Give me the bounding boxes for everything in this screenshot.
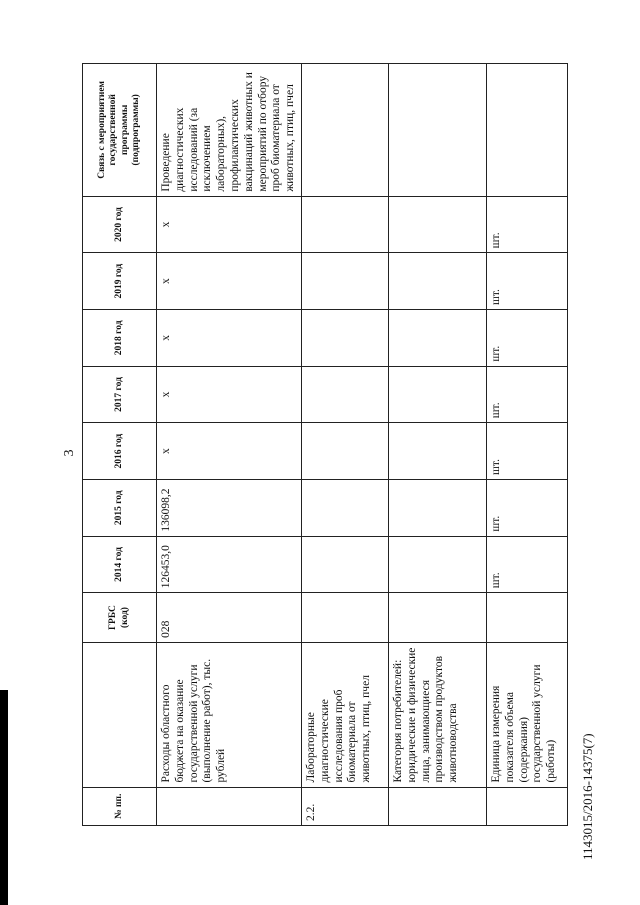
row-value-2015: шт. [486, 479, 567, 536]
services-table [82, 63, 568, 826]
row-value-2019 [388, 253, 486, 310]
header-name [83, 642, 157, 787]
row-value-2020 [388, 196, 486, 253]
row-value-2016: х [157, 423, 302, 480]
header-year-2019: 2019 год [83, 253, 157, 310]
header-program-link: Связь с мероприятием государственной программы (подпрограммы) [83, 64, 157, 197]
table-row [486, 64, 567, 826]
row-name: Лабораторные диагностические исследования проб биоматериала от животных, птиц, пчел [301, 642, 388, 787]
document-code: 1143015/2016-14375(7) [580, 733, 595, 860]
row-value-2019: шт. [486, 253, 567, 310]
row-value-2015 [388, 479, 486, 536]
row-name: Единица измерения показателя объема (содержания) государственной услуги (работы) [486, 642, 567, 787]
row-value-2020: х [157, 196, 302, 253]
row-value-2017 [301, 366, 388, 423]
row-num [486, 787, 567, 825]
table-row [388, 64, 486, 826]
row-value-2016 [388, 423, 486, 480]
row-name: Расходы областного бюджета на оказание государственной услуги (выполнение работ), тыс. рублей [157, 642, 302, 787]
row-program-link [301, 64, 388, 197]
row-value-2019: х [157, 253, 302, 310]
row-value-2017: х [157, 366, 302, 423]
row-program-link: Проведение диагностических исследований (за исключением лабораторных), профилактических вакцинаций животных и мероприятий по отбору проб биоматериала от животных, птиц, пчел [157, 64, 302, 197]
row-value-2015 [301, 479, 388, 536]
row-grbs [388, 593, 486, 643]
row-num: 2.2. [301, 787, 388, 825]
row-value-2020: шт. [486, 196, 567, 253]
header-num: № пп. [83, 787, 157, 825]
header-year-2018: 2018 год [83, 309, 157, 366]
row-value-2015: 136098,2 [157, 479, 302, 536]
row-value-2018 [388, 309, 486, 366]
header-year-2017: 2017 год [83, 366, 157, 423]
row-grbs: 028 [157, 593, 302, 643]
row-value-2018: шт. [486, 309, 567, 366]
row-value-2017: шт. [486, 366, 567, 423]
scan-edge-shadow [0, 690, 8, 905]
header-year-2015: 2015 год [83, 479, 157, 536]
header-grbs: ГРБС (код) [83, 593, 157, 643]
row-program-link [486, 64, 567, 197]
row-value-2014: шт. [486, 536, 567, 593]
row-value-2020 [301, 196, 388, 253]
page-number: 3 [62, 449, 77, 457]
header-year-2016: 2016 год [83, 423, 157, 480]
row-num [157, 787, 302, 825]
row-value-2014: 126453,0 [157, 536, 302, 593]
row-value-2019 [301, 253, 388, 310]
row-value-2014 [301, 536, 388, 593]
row-value-2018 [301, 309, 388, 366]
row-value-2017 [388, 366, 486, 423]
table-row [157, 64, 302, 826]
row-name: Категория потребителей: юридические и физические лица, занимающиеся производством продуктов животноводства [388, 642, 486, 787]
header-year-2020: 2020 год [83, 196, 157, 253]
header-year-2014: 2014 год [83, 536, 157, 593]
row-num [388, 787, 486, 825]
table-header-row [83, 64, 157, 826]
row-value-2014 [388, 536, 486, 593]
row-program-link [388, 64, 486, 197]
row-value-2018: х [157, 309, 302, 366]
row-grbs [486, 593, 567, 643]
table-row [301, 64, 388, 826]
row-value-2016: шт. [486, 423, 567, 480]
row-value-2016 [301, 423, 388, 480]
table-container [82, 63, 558, 826]
row-grbs [301, 593, 388, 643]
